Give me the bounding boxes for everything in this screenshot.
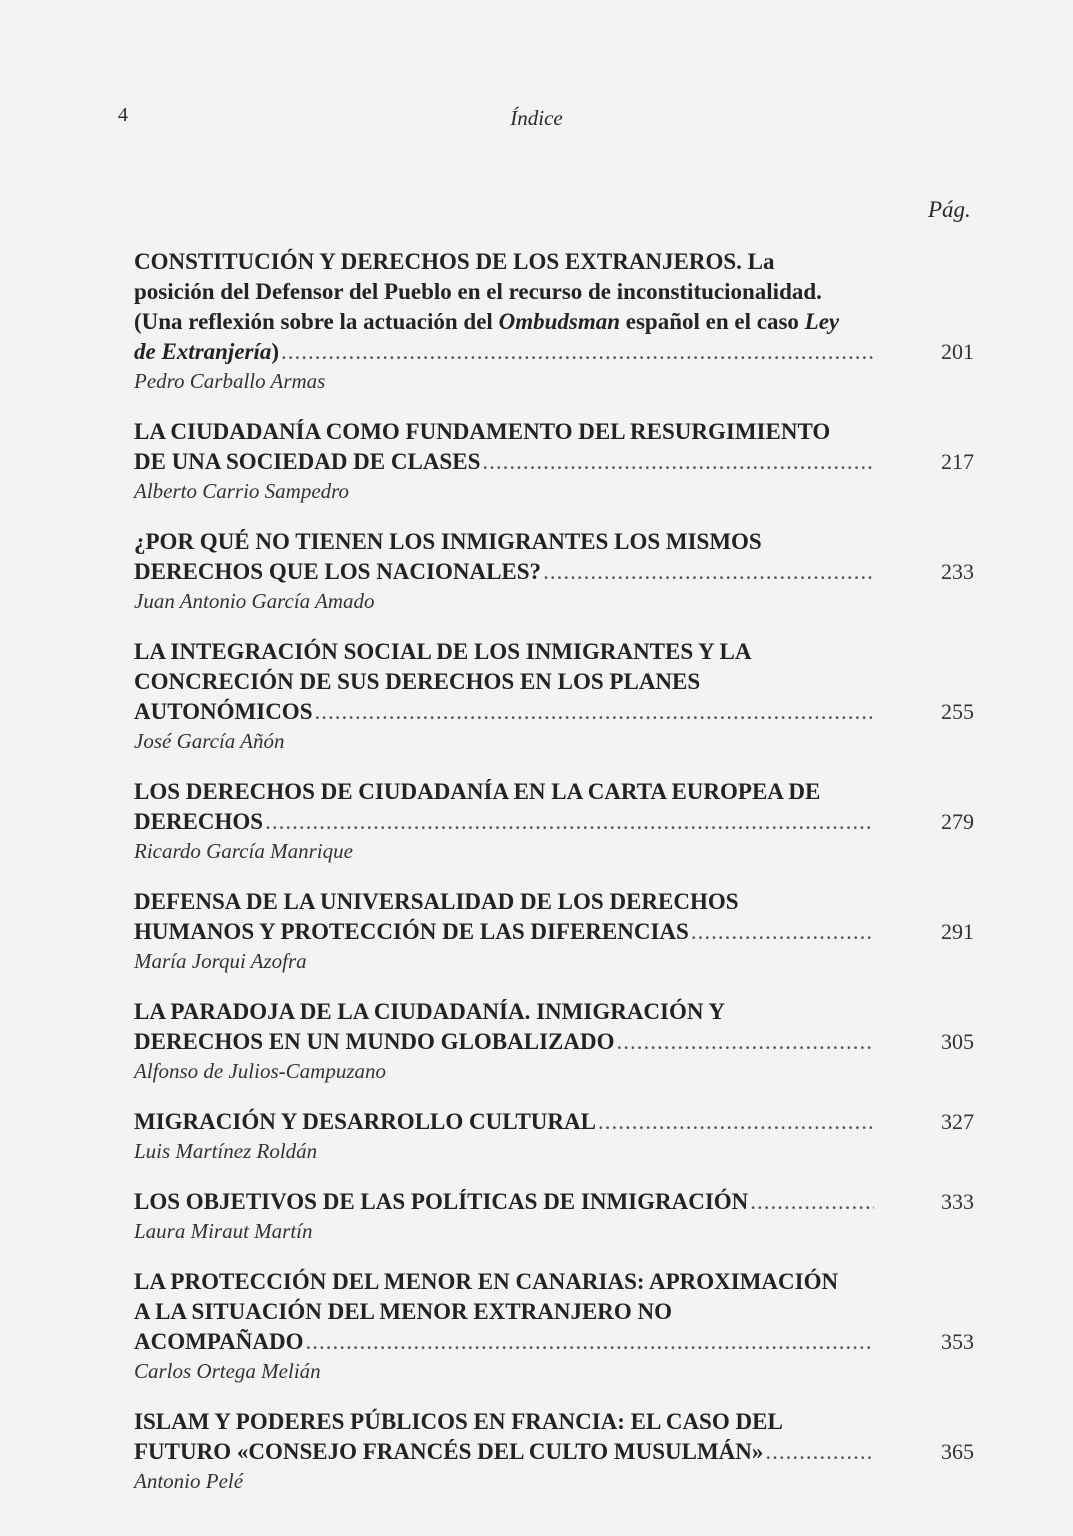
dot-leader <box>750 1187 874 1217</box>
entry-page-number: 327 <box>941 1109 974 1134</box>
entry-title: ¿POR QUÉ NO TIENEN LOS INMIGRANTES LOS MISMOS DERECHOS QUE LOS NACIONALES? ..... <box>134 527 874 587</box>
entry-page-number: 333 <box>941 1189 974 1214</box>
dot-leader <box>482 447 874 477</box>
entry-page-number: 217 <box>941 449 974 474</box>
toc-entry[interactable] <box>134 887 974 975</box>
dot-leader <box>765 1437 874 1467</box>
toc-entry[interactable] <box>134 1107 974 1165</box>
entry-author: Alberto Carrio Sampedro <box>134 479 350 503</box>
toc-entry[interactable] <box>134 1407 974 1495</box>
toc-entry[interactable] <box>134 1187 974 1245</box>
toc-entry[interactable] <box>134 247 974 395</box>
running-head: Índice <box>510 106 563 130</box>
entry-title: ISLAM Y PODERES PÚBLICOS EN FRANCIA: EL CASO DEL FUTURO «CONSEJO FRANCÉS DEL CULTO MUSULMÁN» ..... <box>134 1407 874 1467</box>
entry-page-number: 353 <box>941 1329 974 1354</box>
table-of-contents <box>134 247 974 1517</box>
entry-title: LA PARADOJA DE LA CIUDADANÍA. INMIGRACIÓN Y DERECHOS EN UN MUNDO GLOBALIZADO ..... <box>134 997 874 1057</box>
entry-page-number: 201 <box>941 339 974 364</box>
entry-author: Luis Martínez Roldán <box>134 1139 318 1163</box>
dot-leader <box>306 1327 875 1357</box>
toc-entry[interactable] <box>134 1267 974 1385</box>
dot-leader <box>265 807 874 837</box>
entry-title: MIGRACIÓN Y DESARROLLO CULTURAL ..... <box>134 1107 874 1137</box>
entry-author: Pedro Carballo Armas <box>134 369 326 393</box>
dot-leader <box>281 337 874 367</box>
entry-author: José García Añón <box>134 729 285 753</box>
entry-title: LOS OBJETIVOS DE LAS POLÍTICAS DE INMIGRACIÓN ..... <box>134 1187 874 1217</box>
dot-leader <box>691 917 874 947</box>
entry-author: Juan Antonio García Amado <box>134 589 375 613</box>
entry-title: LA CIUDADANÍA COMO FUNDAMENTO DEL RESURGIMIENTO DE UNA SOCIEDAD DE CLASES ..... <box>134 417 874 477</box>
entry-title: DEFENSA DE LA UNIVERSALIDAD DE LOS DERECHOS HUMANOS Y PROTECCIÓN DE LAS DIFERENCIAS ..... <box>134 887 874 947</box>
entry-page-number: 291 <box>941 919 974 944</box>
page-number: 4 <box>118 104 128 126</box>
entry-page-number: 233 <box>941 559 974 584</box>
toc-entry[interactable] <box>134 527 974 615</box>
dot-leader <box>598 1107 874 1137</box>
entry-title: CONSTITUCIÓN Y DERECHOS DE LOS EXTRANJEROS. La posición del Defensor del Pueblo en el recurso de inconstitucionalidad. (Una reflexión sobre la actuación del Ombudsman español en el caso Ley de Extranjería) ..... <box>134 247 874 367</box>
toc-entry[interactable] <box>134 777 974 865</box>
entry-page-number: 255 <box>941 699 974 724</box>
dot-leader <box>617 1027 875 1057</box>
entry-author: Carlos Ortega Melián <box>134 1359 321 1383</box>
entry-author: Laura Miraut Martín <box>134 1219 313 1243</box>
entry-title: LOS DERECHOS DE CIUDADANÍA EN LA CARTA EUROPEA DE DERECHOS ..... <box>134 777 874 837</box>
entry-page-number: 365 <box>941 1439 974 1464</box>
entry-author: María Jorqui Azofra <box>134 949 307 973</box>
entry-page-number: 305 <box>941 1029 974 1054</box>
dot-leader <box>543 557 874 587</box>
page-column-label: Pág. <box>928 197 971 222</box>
entry-author: Alfonso de Julios-Campuzano <box>134 1059 386 1083</box>
entry-author: Ricardo García Manrique <box>134 839 353 863</box>
toc-entry[interactable] <box>134 997 974 1085</box>
toc-entry[interactable] <box>134 637 974 755</box>
entry-page-number: 279 <box>941 809 974 834</box>
entry-title: LA INTEGRACIÓN SOCIAL DE LOS INMIGRANTES Y LA CONCRECIÓN DE SUS DERECHOS EN LOS PLANES AUTONÓMICOS ..... <box>134 637 874 727</box>
entry-author: Antonio Pelé <box>134 1469 244 1493</box>
dot-leader <box>315 697 875 727</box>
entry-title: LA PROTECCIÓN DEL MENOR EN CANARIAS: APROXIMACIÓN A LA SITUACIÓN DEL MENOR EXTRANJERO NO ACOMPAÑADO ..... <box>134 1267 874 1357</box>
toc-entry[interactable] <box>134 417 974 505</box>
